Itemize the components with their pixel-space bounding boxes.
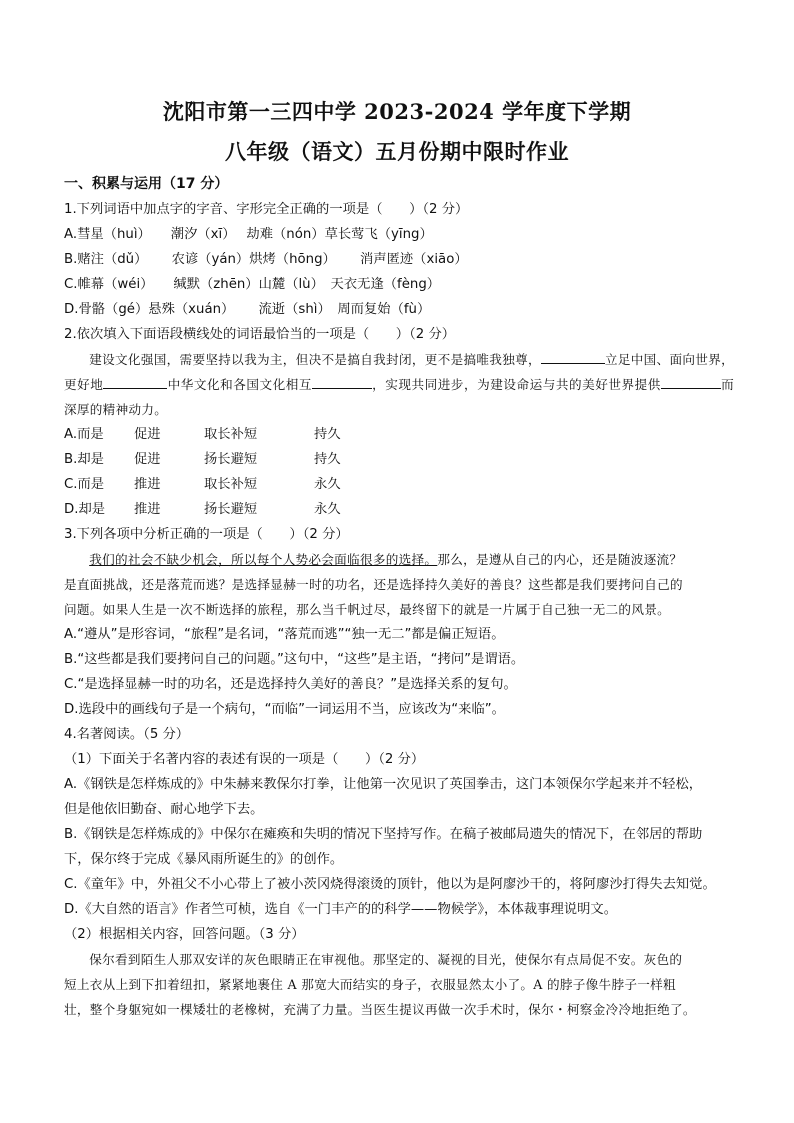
option-cell: B.却是 bbox=[64, 452, 104, 467]
question-2-option-a bbox=[64, 422, 734, 447]
passage-text: ，实现共同进步，为建设命运与共的美好世界提 bbox=[371, 377, 648, 392]
option-cell: 推进 bbox=[134, 477, 161, 492]
fill-blank-1 bbox=[541, 349, 605, 364]
option-cell: A.而是 bbox=[64, 427, 104, 442]
exam-title-line1: 沈阳市第一三四中学 2023-2024 学年度下学期 bbox=[162, 99, 632, 124]
question-4-1-option-c: C.《童年》中，外祖父不小心带上了被小茨冈烧得滚烫的顶针，他以为是阿廖沙干的，将阿廖沙打得失去知觉。 bbox=[64, 877, 716, 892]
option-cell: 永久 bbox=[314, 477, 341, 492]
question-4-1-option-d: D.《大自然的语言》作者竺可桢，选自《一门丰产的的科学——物候学》，本体裁事理说明文。 bbox=[64, 902, 617, 917]
fill-blank-2 bbox=[103, 374, 167, 389]
question-4-1-option-a: A.《钢铁是怎样炼成的》中朱赫来教保尔打拳，让他第一次见识了英国拳击，这门本领保尔学起来并不轻松， bbox=[64, 777, 703, 792]
question-2-option-c bbox=[64, 472, 734, 497]
question-3-option-c: C.“是选择显赫一时的功名，还是选择持久美好的善良？”是选择关系的复句。 bbox=[64, 677, 517, 692]
question-1-option-b: B.赌注（dǔ） 农谚（yán）烘烤（hōng） 消声匿迹（xiāo） bbox=[64, 252, 468, 267]
passage-text: 而深厚的精神动力。 bbox=[64, 377, 734, 417]
question-2-stem: 2.依次填入下面语段横线处的词语最恰当的一项是（ ）（2 分） bbox=[64, 327, 456, 342]
section-heading: 一、积累与运用（17 分） bbox=[64, 176, 229, 192]
option-cell: 取长补短 bbox=[204, 427, 258, 442]
option-cell: C.而是 bbox=[64, 477, 105, 492]
question-4-2-passage-line1: 保尔看到陌生人那双安详的灰色眼睛正在审视他。那坚定的、凝视的目光，使保尔有点局促不安。灰色的 bbox=[89, 952, 683, 967]
option-cell: D.却是 bbox=[64, 502, 106, 517]
option-cell: 持久 bbox=[314, 452, 341, 467]
question-4-2-stem: （2）根据相关内容，回答问题。（3 分） bbox=[64, 927, 305, 942]
question-3-option-d: D.选段中的画线句子是一个病句，“而临”一词运用不当，应该改为“来临”。 bbox=[64, 702, 505, 717]
question-4-2-passage-line2: 短上衣从上到下扣着纽扣，紧紧地裹住 A 那宽大而结实的身子，衣服显然太小了。A 的脖子像牛脖子一样粗 bbox=[64, 977, 676, 992]
passage-text: 立足中国、面 bbox=[604, 352, 683, 367]
question-2-passage bbox=[64, 347, 734, 422]
question-2-option-d bbox=[64, 497, 734, 522]
passage-text: 向世界，更好地 bbox=[64, 352, 734, 392]
question-1-stem: 1.下列词语中加点字的字音、字形完全正确的一项是（ ）（2 分） bbox=[64, 202, 469, 217]
question-3-stem: 3.下列各项中分析正确的一项是（ ）（2 分） bbox=[64, 527, 349, 542]
passage-text: 供 bbox=[647, 377, 661, 392]
fill-blank-3 bbox=[312, 374, 372, 389]
question-3-passage-line3: 问题。如果人生是一次不断选择的旅程，那么当千帆过尽，最终留下的就是一片属于自己独一无二的风景。 bbox=[64, 602, 671, 617]
question-3-passage bbox=[64, 547, 734, 572]
question-3-passage-line2: 是直面挑战，还是落荒而逃？是选择显赫一时的功名，还是选择持久美好的善良？这些都是我们要拷问自己的 bbox=[64, 577, 683, 592]
option-cell: 扬长避短 bbox=[204, 502, 258, 517]
passage-text: 中华文化和各国文化相互 bbox=[167, 377, 312, 392]
option-cell: 持久 bbox=[314, 427, 341, 442]
option-cell: 推进 bbox=[134, 502, 161, 517]
question-4-1-stem: （1）下面关于名著内容的表述有误的一项是（ ）（2 分） bbox=[64, 752, 425, 767]
question-1-option-a: A.彗星（huì） 潮汐（xī） 劫难（nón）草长莺飞（yīng） bbox=[64, 227, 433, 242]
option-cell: 永久 bbox=[314, 502, 341, 517]
question-4-stem: 4.名著阅读。（5 分） bbox=[64, 727, 190, 742]
exam-title-line2: 八年级（语文）五月份期中限时作业 bbox=[225, 139, 569, 164]
underlined-sentence: 我们的社会不缺少机会，所以每个人势必会面临很多的选择。 bbox=[89, 552, 438, 567]
passage-text: 那么，是遵从自己的内心，还是随波逐流？ bbox=[437, 552, 683, 567]
question-3-option-b: B.“这些都是我们要拷问自己的问题。”这句中，“这些”是主语，“拷问”是谓语。 bbox=[64, 652, 525, 667]
option-cell: 促进 bbox=[134, 452, 161, 467]
question-4-1-option-b-cont: 下，保尔终于完成《暴风雨所诞生的》的创作。 bbox=[64, 852, 344, 867]
question-2-option-b bbox=[64, 447, 734, 472]
question-1-option-d: D.骨骼（gé）悬殊（xuán） 流逝（shì） 周而复始（fù） bbox=[64, 302, 431, 317]
exam-content bbox=[64, 172, 734, 1022]
question-3-option-a: A.“遵从”是形容词，“旅程”是名词，“落荒而逃”“独一无二”都是偏正短语。 bbox=[64, 627, 505, 642]
option-cell: 取长补短 bbox=[204, 477, 258, 492]
fill-blank-4 bbox=[661, 374, 721, 389]
question-4-1-option-a-cont: 但是他依旧勤奋、耐心地学下去。 bbox=[64, 802, 264, 817]
passage-text: 建设文化强国，需要坚持以我为主，但决不是搞自我封闭，更不是搞唯我独尊， bbox=[89, 352, 541, 367]
question-1-option-c: C.帷幕（wéi） 缄默（zhēn）山麓（lù） 天衣无逢（fèng） bbox=[64, 277, 441, 292]
question-4-2-passage-line3: 壮，整个身躯宛如一棵矮壮的老橡树，充满了力量。当医生提议再做一次手术时，保尔・柯察金冷冷地拒绝了。 bbox=[64, 1002, 696, 1017]
option-cell: 促进 bbox=[134, 427, 161, 442]
question-4-1-option-b: B.《钢铁是怎样炼成的》中保尔在瘫痪和失明的情况下坚持写作。在稿子被邮局遗失的情况下，在邻居的帮助 bbox=[64, 827, 703, 842]
option-cell: 扬长避短 bbox=[204, 452, 258, 467]
